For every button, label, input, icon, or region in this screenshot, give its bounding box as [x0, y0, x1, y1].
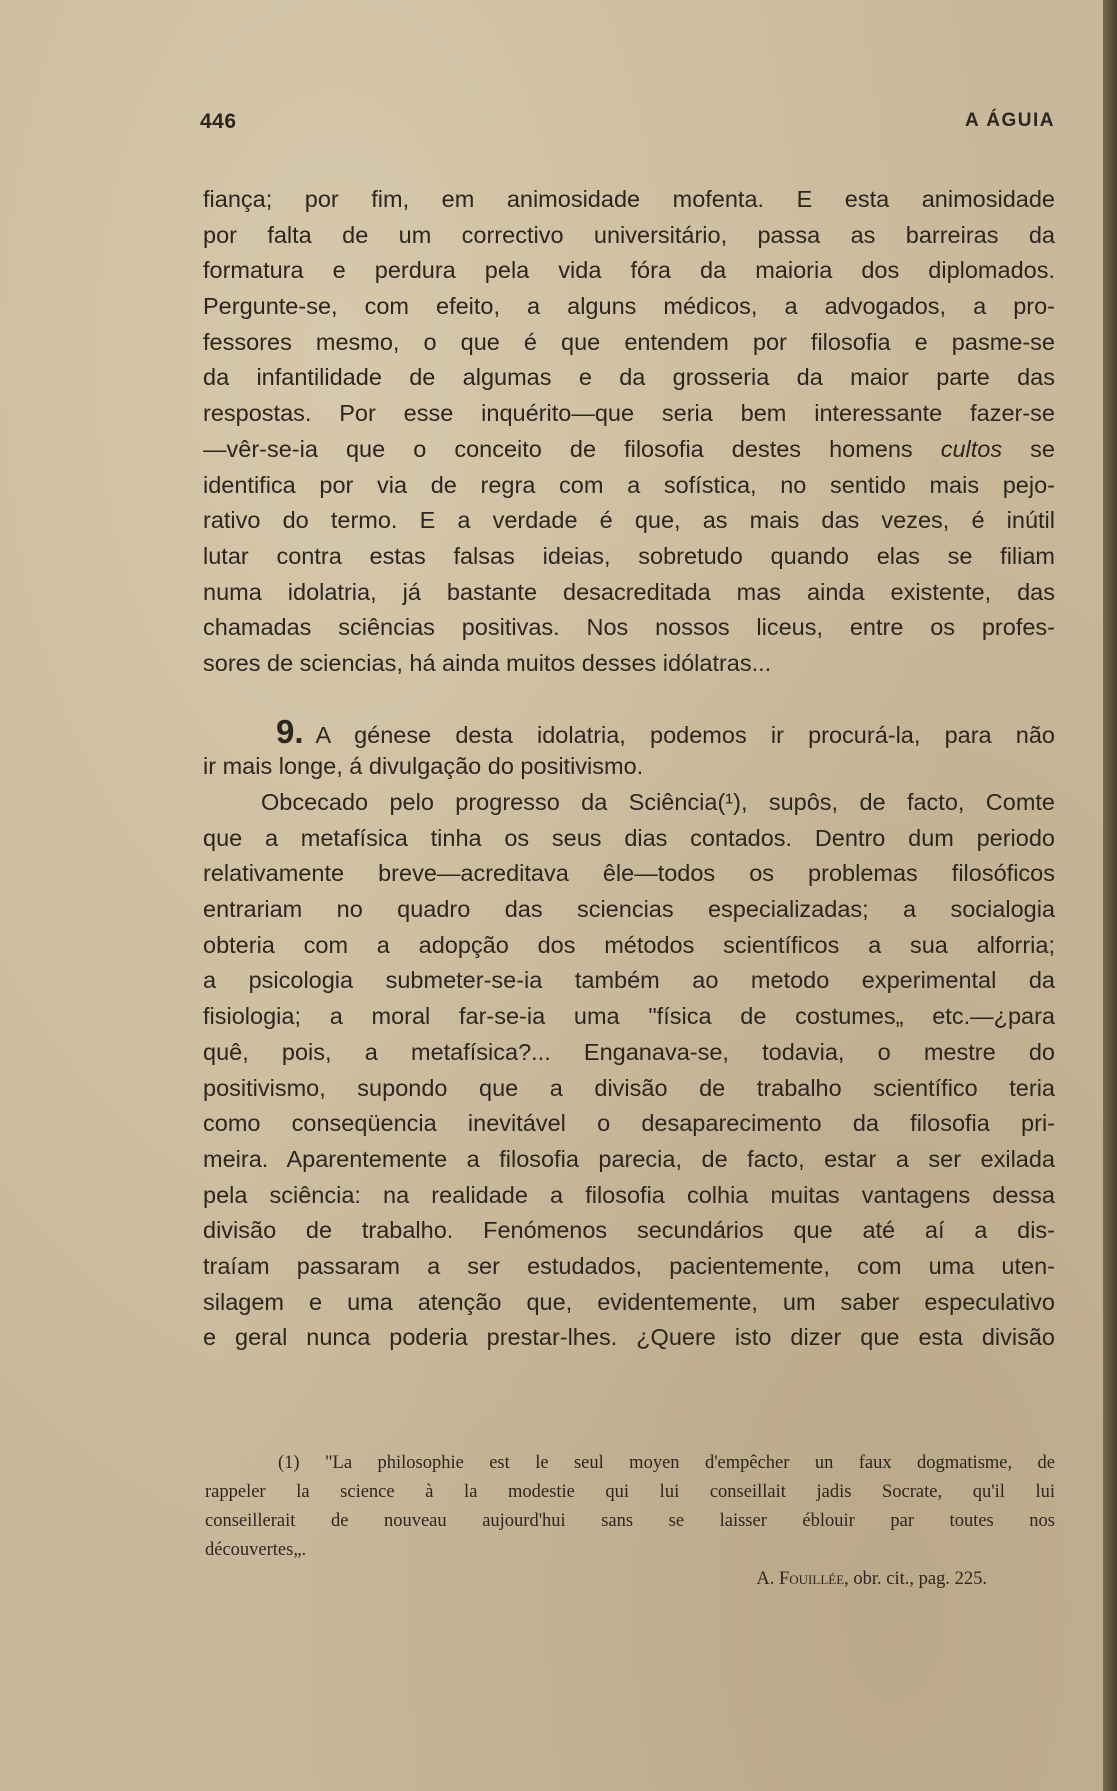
body-text — [203, 182, 1055, 1356]
source-author: A. Fouillée — [756, 1569, 845, 1589]
text-line: como conseqüencia inevitável o desaparecimento da filosofia pri- — [203, 1110, 1055, 1137]
footnote-block — [205, 1449, 1055, 1594]
text-line: que a metafísica tinha os seus dias contados. Dentro dum periodo — [203, 824, 1055, 851]
text-line-with-italic — [203, 432, 1055, 468]
running-header — [200, 110, 1055, 140]
text-line: da infantilidade de algumas e da grosseria da maior parte das — [203, 364, 1055, 391]
text-line: Pergunte-se, com efeito, a alguns médicos, a advogados, a pro- — [203, 293, 1055, 320]
text-line: relativamente breve—acreditava êle—todos os problemas filosóficos — [203, 860, 1055, 887]
text-line: quê, pois, a metafísica?... Enganava-se, todavia, o mestre do — [203, 1038, 1055, 1065]
text-line: silagem e uma atenção que, evidentemente, um saber especulativo — [203, 1288, 1055, 1315]
section-number: 9. — [276, 712, 304, 750]
text-segment: A génese desta idolatria, podemos ir procurá-la, para não — [315, 721, 1055, 748]
text-line: pela sciência: na realidade a filosofia colhia muitas vantagens dessa — [203, 1181, 1055, 1208]
text-line: ir mais longe, á divulgação do positivismo. — [203, 753, 644, 780]
footnote-line: découvertes„. — [205, 1540, 307, 1560]
text-line: rativo do termo. E a verdade é que, as mais das vezes, é inútil — [203, 507, 1055, 534]
text-segment: se — [1030, 435, 1055, 462]
text-line: fiança; por fim, em animosidade mofenta. E esta animosidade — [203, 186, 1055, 212]
source-reference: , obr. cit., pag. 225. — [844, 1569, 987, 1589]
text-line: identifica por via de regra com a sofística, no sentido mais pejo- — [203, 471, 1055, 498]
text-line: formatura e perdura pela vida fóra da maioria dos diplomados. — [203, 257, 1055, 284]
text-line-with-footnote-marker — [203, 785, 1055, 821]
text-line: numa idolatria, já bastante desacreditada mas ainda existente, das — [203, 578, 1055, 605]
paragraph-2 — [203, 785, 1055, 1356]
text-line: obteria com a adopção dos métodos scientíficos a sua alforria; — [203, 931, 1055, 958]
text-line: meira. Aparentemente a filosofia parecia, de facto, estar a ser exilada — [203, 1145, 1055, 1172]
text-line: fessores mesmo, o que é que entendem por filosofia e pasme-se — [203, 328, 1055, 355]
text-segment: , supôs, de facto, Comte — [740, 789, 1055, 815]
text-line: respostas. Por esse inquérito—que seria bem interessante fazer-se — [203, 400, 1055, 427]
text-line: positivismo, supondo que a divisão de trabalho scientífico teria — [203, 1074, 1055, 1101]
text-line: traíam passaram a ser estudados, pacientemente, com uma uten- — [203, 1252, 1055, 1279]
text-segment: Obcecado pelo progresso da Sciência — [261, 789, 718, 815]
section-heading-line — [203, 714, 1055, 750]
footnote-line: conseillerait de nouveau aujourd'hui sans se laisser éblouir par toutes nos — [205, 1511, 1055, 1531]
section-9 — [203, 714, 1055, 785]
italic-word: cultos — [940, 435, 1003, 462]
text-line: lutar contra estas falsas ideias, sobretudo quando elas se filiam — [203, 542, 1055, 569]
text-line: e geral nunca poderia prestar-lhes. ¿Quere isto dizer que esta divisão — [203, 1324, 1055, 1351]
page-number: 446 — [200, 110, 237, 133]
text-line: sores de sciencias, há ainda muitos desses idólatras... — [203, 649, 772, 676]
footnote-source — [205, 1565, 1055, 1594]
text-line: entrariam no quadro das sciencias especializadas; a socialogia — [203, 896, 1055, 923]
text-line: fisiologia; a moral far-se-ia uma "física de costumes„ etc.—¿para — [203, 1003, 1055, 1030]
footnote-marker[interactable]: (¹) — [717, 789, 741, 815]
text-line: divisão de trabalho. Fenómenos secundários que até aí a dis- — [203, 1217, 1055, 1244]
footnote-line: rappeler la science à la modestie qui lui conseillait jadis Socrate, qu'il lui — [205, 1482, 1055, 1502]
journal-title: A ÁGUIA — [964, 110, 1055, 131]
page-edge-shadow — [1103, 0, 1117, 1791]
footnote-line: (1) "La philosophie est le seul moyen d'empêcher un faux dogmatisme, de — [278, 1453, 1055, 1473]
text-line: a psicologia submeter-se-ia também ao metodo experimental da — [203, 967, 1055, 994]
text-line: por falta de um correctivo universitário, passa as barreiras da — [203, 221, 1055, 248]
text-line: chamadas sciências positivas. Nos nossos liceus, entre os profes- — [203, 614, 1055, 641]
text-segment: —vêr-se-ia que o conceito de filosofia destes homens — [203, 435, 913, 462]
paragraph-1 — [203, 182, 1055, 682]
section-spacer — [203, 682, 1055, 714]
